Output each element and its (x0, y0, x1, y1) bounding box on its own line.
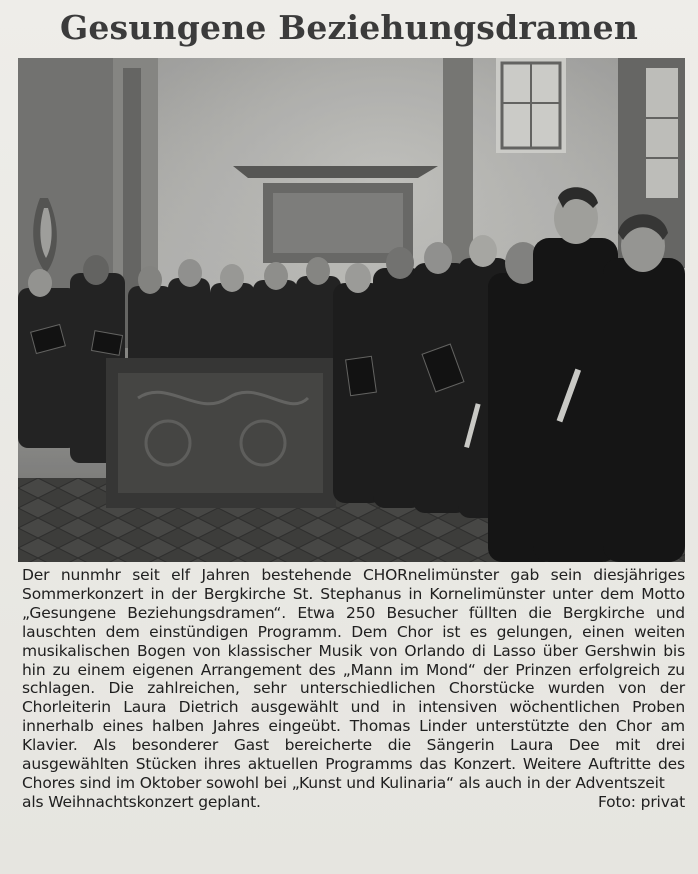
headline: Gesungene Beziehungsdramen (59, 8, 639, 47)
article-last-line (22, 793, 685, 812)
article-closing-text: als Weihnachtskonzert geplant. (22, 792, 261, 811)
article-paragraph: Der nunmhr seit elf Jahren bestehende CHORnelimünster gab sein diesjähriges Sommerkonzert in der Bergkirche St. Stephanus in Kornelimünster unter dem Motto „Gesungene Beziehungsdramen“. Etwa 250 Besucher füllten die Bergkirche und lauschten dem einstündigen Programm. Dem Chor ist es gelungen, einen weiten musikalischen Bogen von klassischer Musik von Orlando di Lasso über Gershwin bis hin zu einem eigenen Arrangement des „Mann im Mond“ der Prinzen erfolgreich zu schlagen. Die zahlreichen, sehr unterschiedlichen Chorstücke wurden von der Chorleiterin Laura Dietrich ausgewählt und in intensiven wöchentlichen Proben innerhalb eines halben Jahres eingeübt. Thomas Linder unterstützte den Chor am Klavier. Als besonderer Gast bereicherte die Sängerin Laura Dee mit drei ausgewählten Stücken ihres aktuellen Programms das Konzert. Weitere Auftritte des Chores sind im Oktober sowohl bei „Kunst und Kulinaria“ als auch in der Adventszeit (22, 566, 685, 792)
photo-credit: Foto: privat (597, 792, 685, 811)
article-body (22, 566, 685, 812)
choir-photo (18, 58, 685, 562)
